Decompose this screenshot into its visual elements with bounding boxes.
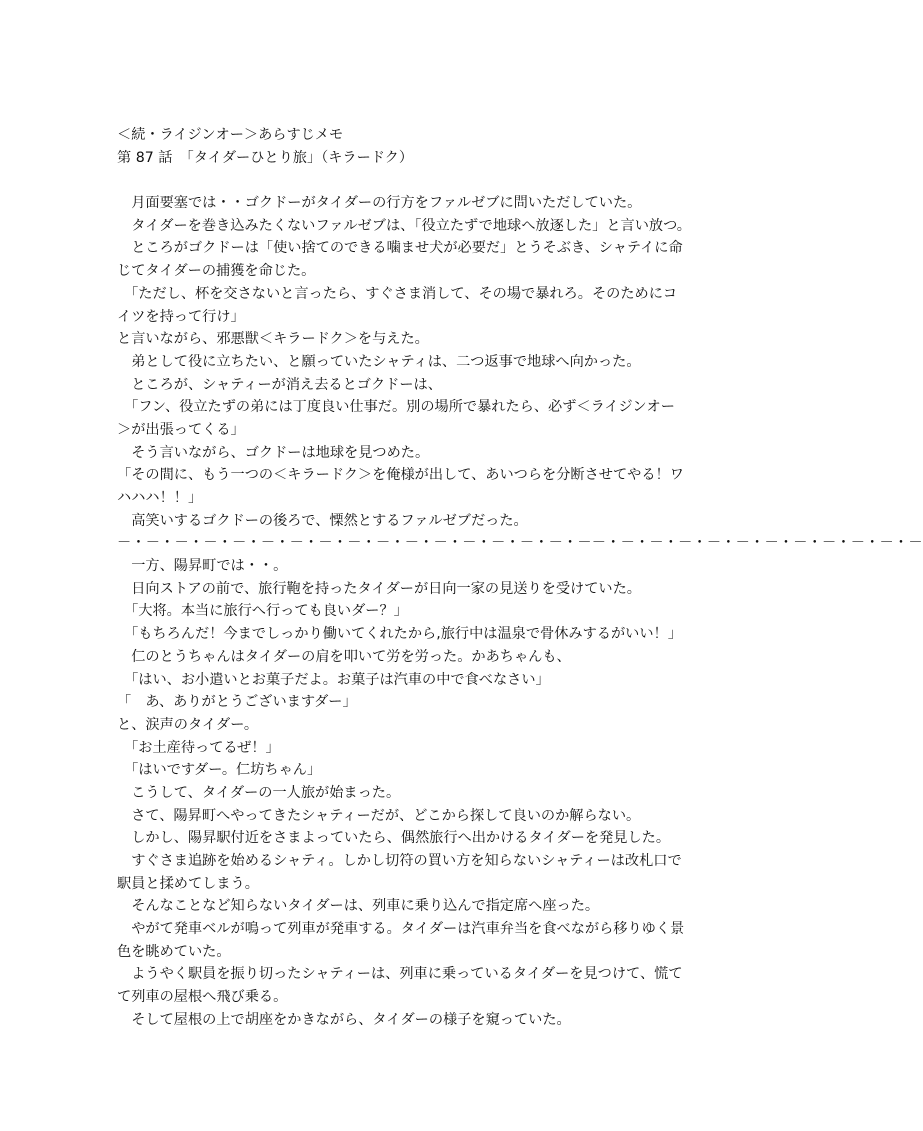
paragraph-line: て列車の屋根へ飛び乗る。 [117, 989, 288, 1006]
paragraph-line: ところが、シャティーが消え去るとゴクドーは、 [117, 376, 442, 393]
paragraph-line: 「フン、役立たずの弟には丁度良い仕事だ。別の場所で暴れたら、必ず＜ライジンオー [117, 399, 675, 416]
paragraph-line: と、涙声のタイダー。 [117, 716, 259, 733]
paragraph-line: ハハハ！！」 [117, 490, 203, 506]
paragraph-line: 駅員と揉めてしまう。 [117, 875, 259, 892]
paragraph-line: 「はい、お小遣いとお菓子だよ。お菓子は汽車の中で食べなさい」 [117, 671, 550, 688]
paragraph-line: 「お土産待ってるぜ！」 [117, 739, 280, 756]
paragraph-line: 「 あ、ありがとうございますダー」 [117, 694, 357, 711]
paragraph-line: やがて発車ベルが鳴って列車が発車する。タイダーは汽車弁当を食べながら移りゆく景 [117, 921, 685, 938]
blank-line [117, 169, 687, 192]
paragraph-line: 月面要塞では・・ゴクドーがタイダーの行方をファルゼブに問いただしていた。 [117, 195, 642, 212]
paragraph-line: 「大将。本当に旅行へ行っても良いダー？」 [117, 603, 408, 620]
paragraph-line: 「ただし、杯を交さないと言ったら、すぐさま消して、その場で暴れろ。そのためにコ [117, 285, 678, 302]
paragraph-line: ところがゴクドーは「使い捨てのできる噛ませ犬が必要だ」とうそぶき、シャテイに命 [117, 240, 683, 257]
paragraph-line: じてタイダーの捕獲を命じた。 [117, 263, 316, 280]
paragraph-line: タイダーを巻き込みたくないファルゼブは、「役立たずで地球へ放逐した」と言い放つ。 [117, 217, 691, 234]
paragraph-line: 仁のとうちゃんはタイダーの肩を叩いて労を労った。かあちゃんも、 [117, 648, 571, 665]
paragraph-line: 色を眺めていた。 [117, 943, 231, 960]
paragraph-line: と言いながら、邪悪獣＜キラードク＞を与えた。 [117, 331, 429, 348]
paragraph-line: さて、陽昇町へやってきたシャティーだが、どこから探して良いのか解らない。 [117, 807, 641, 824]
paragraph-line: ようやく駅員を振り切ったシャティーは、列車に乗っているタイダーを見つけて、慌て [117, 966, 683, 983]
paragraph-line: ＞が出張ってくる」 [117, 421, 245, 438]
paragraph-line: そして屋根の上で胡座をかきながら、タイダーの様子を窺っていた。 [117, 1011, 571, 1028]
paragraph-line: 高笑いするゴクドーの後ろで、慄然とするファルゼブだった。 [117, 512, 528, 529]
paragraph-line: 「その間に、もう一つの＜キラードク＞を俺様が出して、あいつらを分断させてやる！ワ [117, 467, 684, 484]
paragraph-line: 「はいですダー。仁坊ちゃん」 [117, 762, 322, 779]
paragraph-line: イツを持って行け」 [117, 308, 245, 325]
document-body [117, 124, 923, 1032]
paragraph-line: そう言いながら、ゴクドーは地球を見つめた。 [117, 444, 430, 461]
paragraph-line: そんなことなど知らないタイダーは、列車に乗り込んで指定席へ座った。 [117, 898, 600, 915]
section-divider: －・－・－・－・－・－・－・－・－・－・－・－・－・－・－・－・－－・－・－・－・－・－・－・－・－・－・－・－ [117, 535, 923, 552]
paragraph-line: しかし、陽昇駅付近をさまよっていたら、偶然旅行へ出かけるタイダーを発見した。 [117, 830, 671, 847]
paragraph-line: 「もちろんだ！今までしっかり働いてくれたから,旅行中は温泉で骨休みするがいい！」 [117, 626, 682, 643]
paragraph-line: 弟として役に立ちたい、と願っていたシャティは、二つ返事で地球へ向かった。 [117, 353, 641, 370]
paragraph-line: 一方、陽昇町では・・。 [117, 558, 288, 575]
episode-heading: 第 87 話 「タイダーひとり旅」（キラードク） [117, 149, 414, 166]
paragraph-line: 日向ストアの前で、旅行鞄を持ったタイダーが日向一家の見送りを受けていた。 [117, 580, 641, 597]
paragraph-line: すぐさま追跡を始めるシャティ。しかし切符の買い方を知らないシャティーは改札口で [117, 853, 682, 869]
paragraph-line: こうして、タイダーの一人旅が始まった。 [117, 784, 401, 801]
document-title: ＜続・ライジンオー＞あらすじメモ [117, 127, 344, 143]
